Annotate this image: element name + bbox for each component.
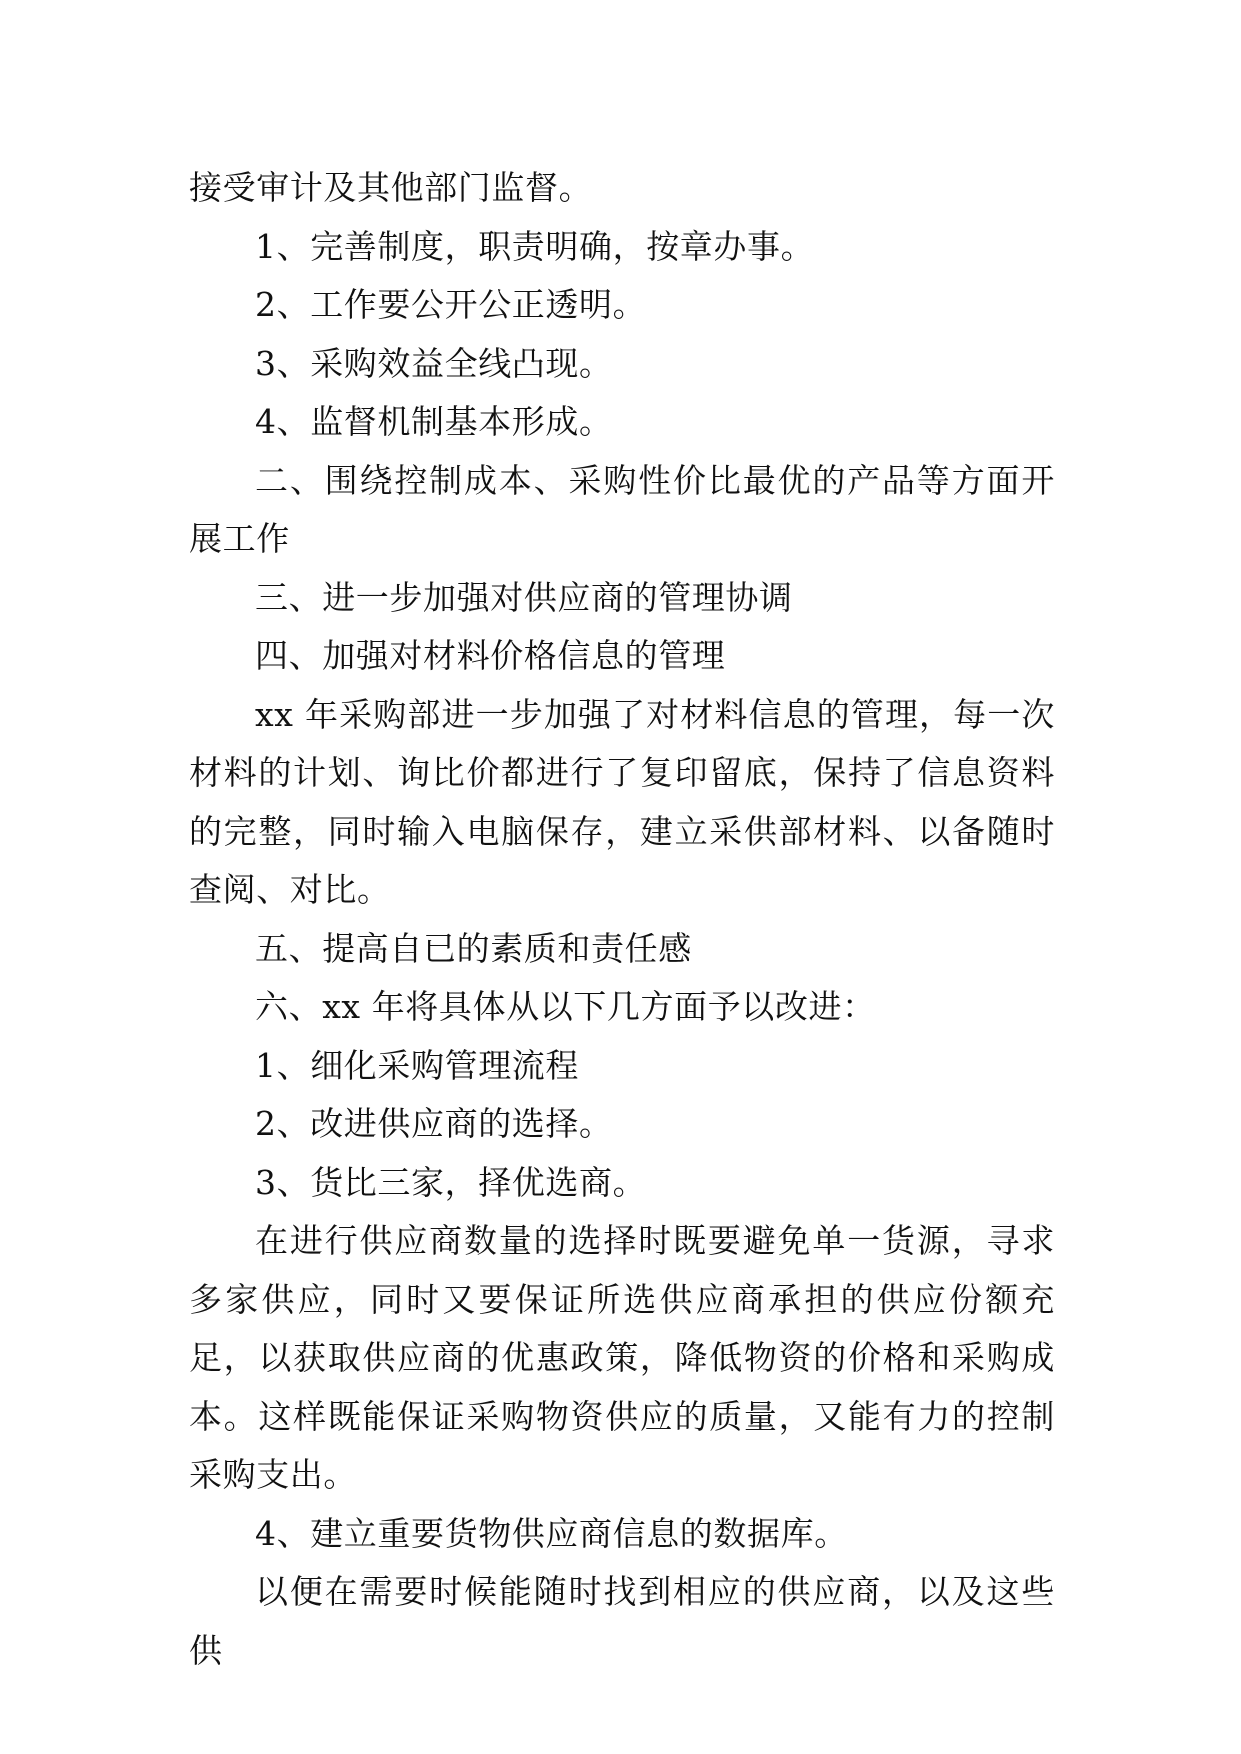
section-heading-3: 三、进一步加强对供应商的管理协调 [255, 577, 793, 617]
paragraph-find-supplier: 以便在需要时候能随时找到相应的供应商，以及这些供 [189, 1572, 1055, 1670]
section-heading-4: 四、加强对材料价格信息的管理 [255, 636, 726, 675]
list-item-improve-system: 1、完善制度，职责明确，按章办事。 [255, 226, 815, 266]
paragraph-material-info: xx 年采购部进一步加强了对材料信息的管理，每一次材料的计划、询比价都进行了复印留底，保持了信息资料的完整，同时输入电脑保存，建立采供部材料、以备随时查阅、对比。 [189, 694, 1055, 909]
list-item-procurement-benefit: 3、采购效益全线凸现。 [255, 343, 613, 383]
list-item-compare-suppliers: 3、货比三家，择优选商。 [255, 1162, 647, 1202]
list-item-supplier-database: 4、建立重要货物供应商信息的数据库。 [255, 1513, 848, 1553]
document-body [189, 159, 1055, 1680]
list-item-supervision-mechanism: 4、监督机制基本形成。 [255, 402, 613, 441]
section-heading-6: 六、xx 年将具体从以下几方面予以改进： [255, 987, 876, 1026]
list-item-supplier-selection: 2、改进供应商的选择。 [255, 1104, 613, 1143]
paragraph-audit-supervision: 接受审计及其他部门监督。 [189, 168, 593, 207]
list-item-refine-process: 1、细化采购管理流程 [255, 1045, 579, 1085]
section-heading-5: 五、提高自已的素质和责任感 [255, 928, 692, 968]
section-heading-2: 二、围绕控制成本、采购性价比最优的产品等方面开展工作 [189, 460, 1055, 558]
list-item-transparency: 2、工作要公开公正透明。 [255, 285, 647, 324]
paragraph-supplier-quantity: 在进行供应商数量的选择时既要避免单一货源，寻求多家供应，同时又要保证所选供应商承担的供应份额充足，以获取供应商的优惠政策，降低物资的价格和采购成本。这样既能保证采购物资供应的质量，又能有力的控制采购支出。 [189, 1221, 1055, 1494]
